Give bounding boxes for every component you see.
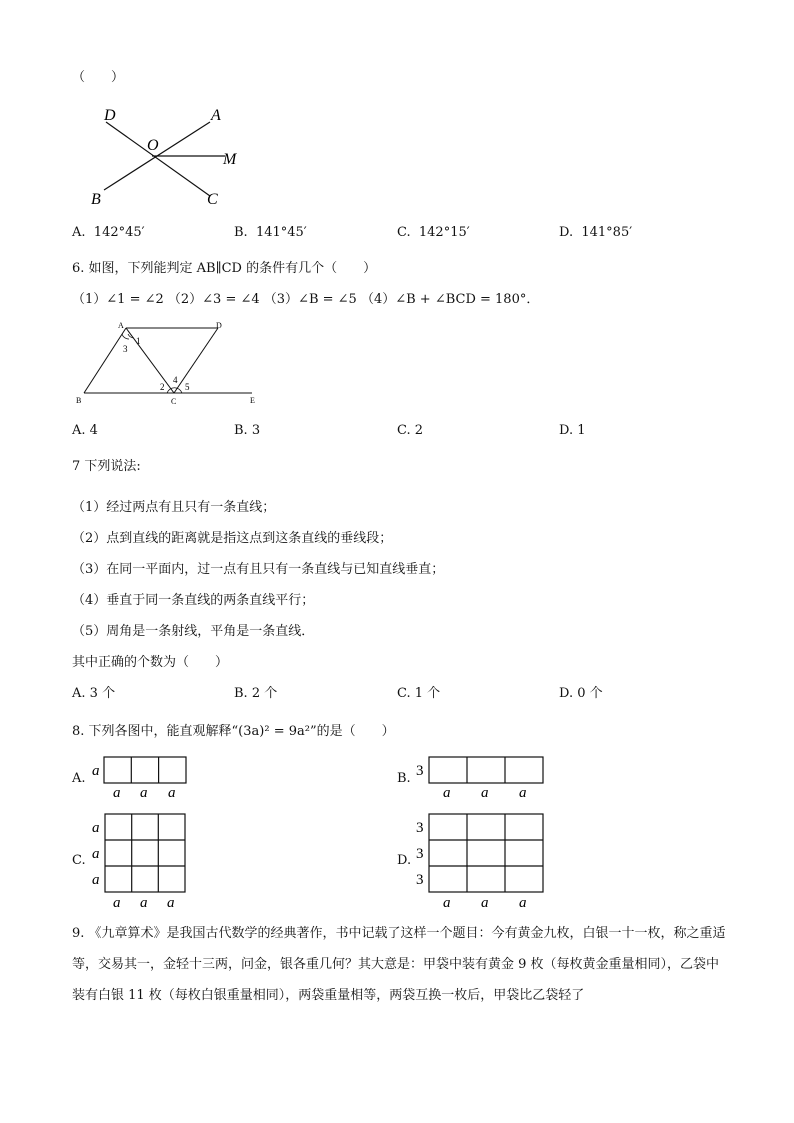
label-d: D [216, 321, 222, 330]
q6-option-c[interactable]: C. 2 [397, 423, 424, 438]
svg-text:a: a [443, 785, 451, 801]
svg-text:a: a [519, 895, 527, 911]
label-a: A [118, 321, 124, 330]
label-b: B [76, 396, 82, 405]
segment-ab [84, 328, 126, 393]
q8-option-c-figure[interactable] [88, 812, 198, 912]
q7-question: 其中正确的个数为（ ） [72, 655, 229, 670]
label-m: M [223, 151, 237, 168]
q7-option-d[interactable]: D. 0 个 [559, 686, 603, 701]
q5-option-a[interactable]: A. 142°45′ [72, 225, 145, 240]
label-angle-3: 3 [123, 344, 128, 354]
q6-option-d[interactable]: D. 1 [559, 423, 586, 438]
svg-text:a: a [167, 895, 175, 911]
label-c: C [207, 191, 218, 208]
label-angle-1: 1 [136, 336, 141, 346]
q5-figure [80, 100, 260, 212]
q7-statement-3: （3）在同一平面内，过一点有且只有一条直线与已知直线垂直； [72, 562, 445, 577]
svg-text:a: a [443, 895, 451, 911]
svg-text:a: a [140, 895, 148, 911]
q7-option-c[interactable]: C. 1 个 [397, 686, 441, 701]
q6-stem: 6. 如图，下列能判定 AB∥CD 的条件有几个（ ） [72, 261, 377, 276]
label-c: C [171, 397, 177, 406]
label-b: B [91, 191, 101, 208]
q8-option-a-letter[interactable]: A. [72, 771, 86, 786]
svg-text:a: a [92, 820, 100, 836]
q8-option-b-letter[interactable]: B. [397, 771, 411, 786]
q8-stem: 8. 下列各图中，能直观解释“(3a)² = 9a²”的是（ ） [72, 724, 395, 739]
svg-text:a: a [113, 895, 121, 911]
label-angle-5: 5 [185, 382, 190, 392]
svg-text:a: a [92, 872, 100, 888]
svg-text:a: a [92, 846, 100, 862]
q7-statement-5: （5）周角是一条射线，平角是一条直线． [72, 624, 315, 639]
line-dc [106, 122, 210, 196]
svg-text:3: 3 [416, 846, 424, 862]
q7-statement-4: （4）垂直于同一条直线的两条直线平行； [72, 593, 315, 608]
q7-option-b[interactable]: B. 2 个 [234, 686, 278, 701]
q6-option-b[interactable]: B. 3 [234, 423, 261, 438]
label-angle-2: 2 [160, 382, 165, 392]
label-o: O [147, 137, 159, 154]
q7-statement-2: （2）点到直线的距离就是指这点到这条直线的垂线段； [72, 531, 393, 546]
q5-option-d[interactable]: D. 141°85′ [559, 225, 633, 240]
q8-option-a-figure[interactable] [88, 755, 198, 801]
svg-text:3: 3 [416, 820, 424, 836]
label-d: D [104, 107, 116, 124]
side-label: 3 [416, 763, 424, 779]
q5-option-b[interactable]: B. 141°45′ [234, 225, 307, 240]
q7-stem: 7 下列说法: [72, 459, 141, 474]
q8-option-c-letter[interactable]: C. [72, 853, 86, 868]
q6-conditions: （1）∠1 = ∠2 （2）∠3 = ∠4 （3）∠B = ∠5 （4）∠B + ∠BCD = 180°． [72, 292, 540, 307]
svg-text:a: a [168, 785, 176, 801]
side-label: a [92, 763, 100, 779]
svg-text:a: a [481, 895, 489, 911]
svg-text:a: a [519, 785, 527, 801]
label-a: A [211, 107, 221, 124]
svg-text:a: a [140, 785, 148, 801]
q5-option-c[interactable]: C. 142°15′ [397, 225, 470, 240]
q7-option-a[interactable]: A. 3 个 [72, 686, 116, 701]
q9-text: 9. 《九章算术》是我国古代数学的经典著作，书中记载了这样一个题目：今有黄金九枚，白银一十一枚，称之重适等，交易其一，金轻十三两，问金，银各重几何？其大意是：甲袋中装有黄金 9 枚（每枚黄金重量相同），乙袋中装有白银 11 枚（每枚白银重量相同），两袋重量相等，两袋互换一枚后，甲袋比乙袋轻了 [72, 926, 726, 1003]
segment-dc [174, 328, 218, 393]
q8-option-b-figure[interactable] [413, 755, 553, 801]
label-e: E [250, 396, 255, 405]
label-angle-4: 4 [173, 375, 178, 385]
svg-text:a: a [113, 785, 121, 801]
q8-option-d-figure[interactable] [413, 812, 553, 912]
q6-option-a[interactable]: A. 4 [72, 423, 98, 438]
svg-text:a: a [481, 785, 489, 801]
q6-figure [72, 318, 272, 408]
q5-answer-paren: （ ） [72, 70, 125, 85]
q7-statement-1: （1）经过两点有且只有一条直线； [72, 500, 276, 515]
q8-option-d-letter[interactable]: D. [397, 853, 412, 868]
svg-text:3: 3 [416, 872, 424, 888]
